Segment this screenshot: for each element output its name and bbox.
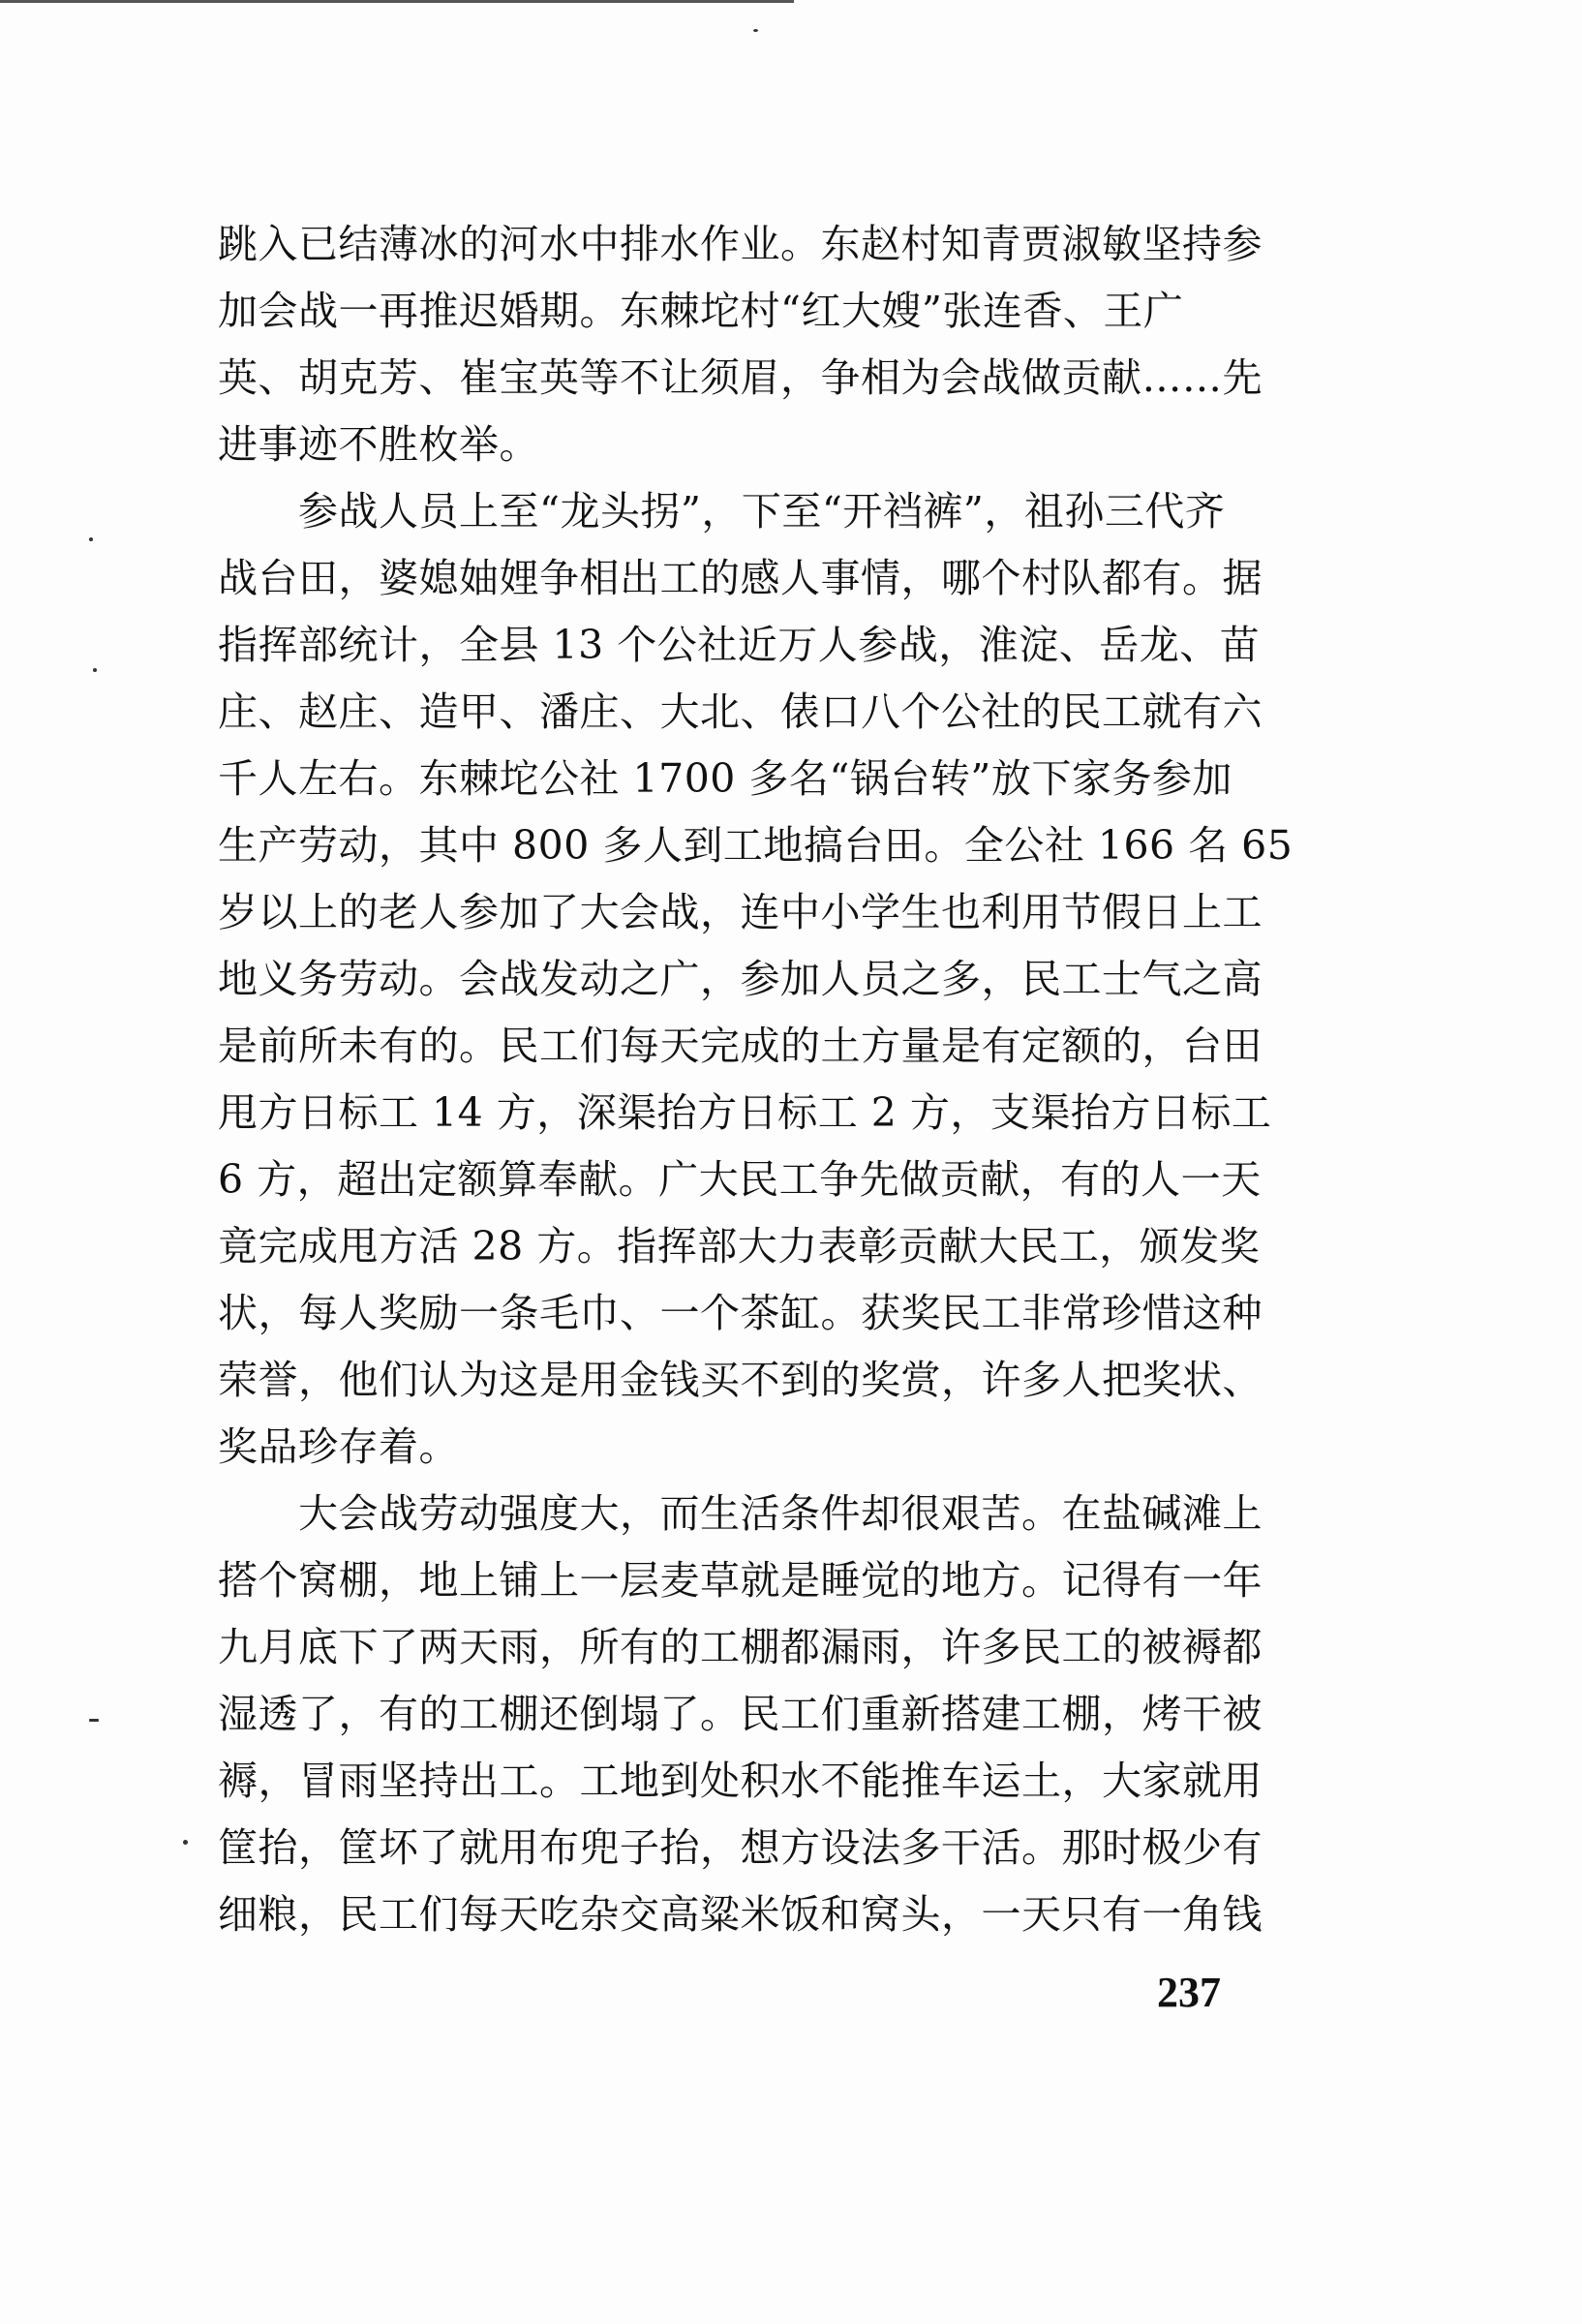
text-line: 竟完成甩方活 28 方。指挥部大力表彰贡献大民工，颁发奖 xyxy=(218,1223,1261,1269)
text-line: 英、胡克芳、崔宝英等不让须眉，争相为会战做贡献……先 xyxy=(218,354,1263,401)
text-line: 庄、赵庄、造甲、潘庄、大北、俵口八个公社的民工就有六 xyxy=(218,688,1263,735)
text-line: 是前所未有的。民工们每天完成的土方量是有定额的，台田 xyxy=(218,1023,1263,1069)
text-line: 6 方，超出定额算奉献。广大民工争先做贡献，有的人一天 xyxy=(218,1156,1262,1203)
text-line: 状，每人奖励一条毛巾、一个茶缸。获奖民工非常珍惜这种 xyxy=(218,1290,1263,1336)
text-line: 战台田，婆媳妯娌争相出工的感人事情，哪个村队都有。据 xyxy=(218,555,1263,601)
text-line: 跳入已结薄冰的河水中排水作业。东赵村知青贾淑敏坚持参 xyxy=(218,221,1263,267)
text-line: 大会战劳动强度大，而生活条件却很艰苦。在盐碱滩上 xyxy=(218,1490,1263,1537)
text-line: 筐抬，筐坏了就用布兜子抬，想方设法多干活。那时极少有 xyxy=(218,1824,1263,1871)
page-number: 237 xyxy=(1157,1969,1221,2016)
text-line: 指挥部统计，全县 13 个公社近万人参战，淮淀、岳龙、苗 xyxy=(218,622,1261,668)
text-line: 参战人员上至“龙头拐”，下至“开裆裤”，祖孙三代齐 xyxy=(218,488,1226,535)
text-line: 进事迹不胜枚举。 xyxy=(218,421,539,468)
scan-speck xyxy=(89,1719,99,1722)
text-line: 甩方日标工 14 方，深渠抬方日标工 2 方，支渠抬方日标工 xyxy=(218,1089,1272,1136)
top-rule xyxy=(0,0,794,3)
text-line: 奖品珍存着。 xyxy=(218,1423,459,1470)
scan-speck xyxy=(93,668,97,672)
text-line: 加会战一再推迟婚期。东棘坨村“红大嫂”张连香、王广 xyxy=(218,288,1184,334)
text-line: 岁以上的老人参加了大会战，连中小学生也利用节假日上工 xyxy=(218,889,1263,935)
text-line: 生产劳动，其中 800 多人到工地搞台田。全公社 166 名 65 xyxy=(218,822,1293,869)
scan-speck xyxy=(753,29,758,32)
scan-speck xyxy=(183,1840,188,1845)
text-line: 褥，冒雨坚持出工。工地到处积水不能推车运土，大家就用 xyxy=(218,1758,1263,1804)
text-line: 细粮，民工们每天吃杂交高粱米饭和窝头，一天只有一角钱 xyxy=(218,1891,1263,1938)
text-line: 搭个窝棚，地上铺上一层麦草就是睡觉的地方。记得有一年 xyxy=(218,1557,1263,1604)
text-line: 九月底下了两天雨，所有的工棚都漏雨，许多民工的被褥都 xyxy=(218,1624,1263,1670)
text-line: 地义务劳动。会战发动之广，参加人员之多，民工士气之高 xyxy=(218,956,1263,1002)
scan-speck xyxy=(89,537,93,541)
body-text xyxy=(218,211,1312,1948)
text-line: 千人左右。东棘坨公社 1700 多名“锅台转”放下家务参加 xyxy=(218,755,1232,802)
text-line: 荣誉，他们认为这是用金钱买不到的奖赏，许多人把奖状、 xyxy=(218,1357,1263,1403)
text-line: 湿透了，有的工棚还倒塌了。民工们重新搭建工棚，烤干被 xyxy=(218,1691,1263,1737)
